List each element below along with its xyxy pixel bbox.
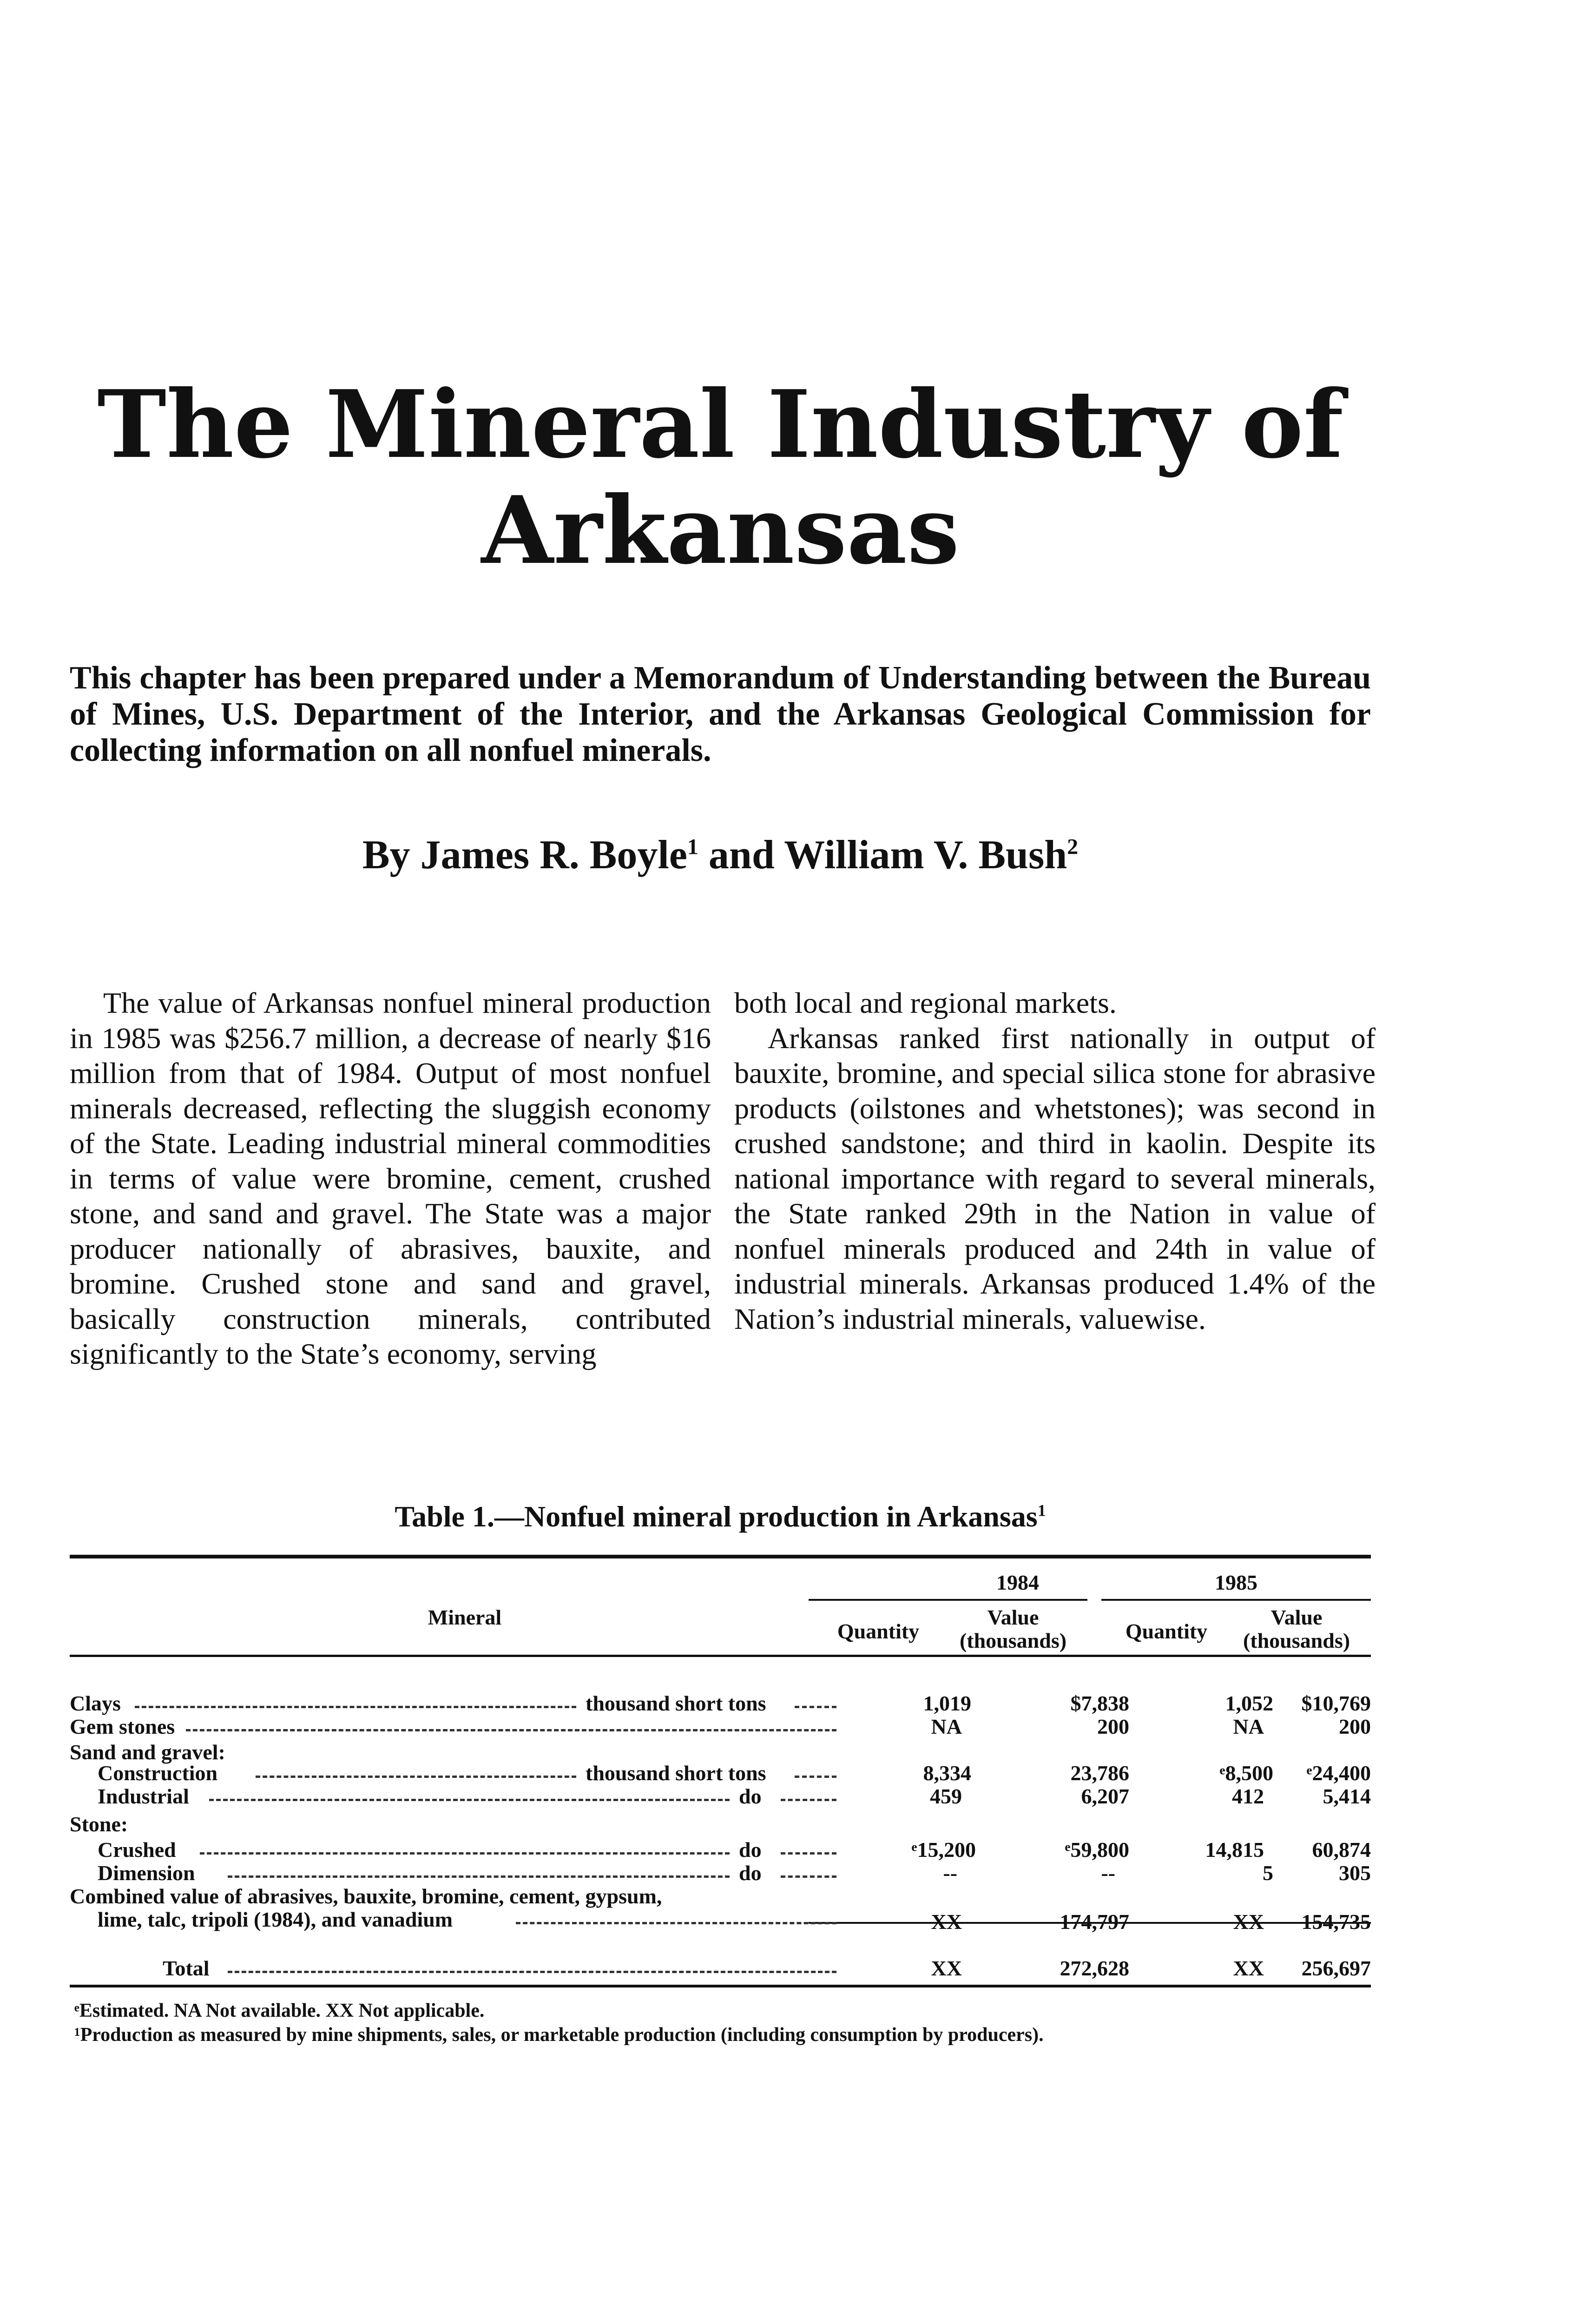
title-line-1: The Mineral Industry of [97,370,1343,479]
table-row-stone-group [70,1813,1371,1834]
row-label: Crushed [98,1838,176,1862]
table-title-text: Table 1.—Nonfuel mineral production in Arkansas [395,1500,1038,1533]
dot-leader [200,1852,730,1855]
intro-note: This chapter has been prepared under a Memorandum of Understanding between the Bureau of Mines, U.S. Department of the Interior, and the Arkansas Geological Commission for collecting information on all nonfuel minerals. [70,660,1371,768]
header-value-1984 [939,1606,1087,1652]
dot-leader [135,1706,576,1708]
row-label: Gem stones [70,1715,175,1738]
row-unit: thousand short tons [586,1691,766,1715]
row-label: Construction [98,1762,218,1785]
cell-qty-1984: XX [931,1910,962,1934]
dot-leader [516,1922,836,1924]
row-label-line1: Combined value of abrasives, bauxite, bromine, cement, gypsum, [70,1885,662,1908]
dot-leader [795,1776,836,1778]
body-column-left [70,985,711,1372]
row-unit: do [739,1784,762,1808]
row-unit: thousand short tons [586,1761,766,1785]
cell-value-1985: 200 [1339,1715,1371,1738]
header-mineral: Mineral [428,1605,502,1629]
cell-qty-1984: -- [943,1861,957,1885]
table-row-clays [70,1692,1371,1713]
table-footnote-legend: ᵉEstimated. NA Not available. XX Not applicable. [74,2000,485,2021]
footnote-ref-2: 2 [1067,834,1079,859]
cell-qty-1984: NA [931,1715,962,1738]
table-row-dimension [70,1862,1371,1883]
cell-value-1984: 23,786 [1070,1761,1129,1785]
author-1: By James R. Boyle [362,832,687,878]
row-unit: do [739,1838,762,1862]
cell-qty-1985: XX [1233,1956,1264,1980]
author-2: and William V. Bush [698,832,1067,878]
table-row-industrial [70,1785,1371,1806]
header-year-1985: 1985 [1215,1571,1257,1594]
header-value-1984-line1: Value [987,1605,1039,1629]
byline [70,832,1371,878]
cell-value-1984: $7,838 [1070,1691,1129,1715]
cell-value-1985: 154,735 [1301,1910,1371,1934]
row-label: Dimension [98,1862,195,1885]
row-label: Clays [70,1692,121,1715]
row-label: Sand and gravel: [70,1741,225,1764]
header-value-1985-line1: Value [1271,1605,1323,1629]
cell-qty-1985: 5 [1263,1861,1273,1885]
cell-qty-1985: XX [1233,1910,1264,1934]
table-row-sand-gravel-group [70,1741,1371,1762]
cell-qty-1985: NA [1233,1715,1264,1738]
header-value-1984-line2: (thousands) [959,1629,1067,1652]
cell-value-1984: 174,797 [1060,1910,1129,1934]
table-footnote-1: ¹Production as measured by mine shipments, sales, or marketable production (including consumption by producers). [74,2024,1044,2046]
paragraph: The value of Arkansas nonfuel mineral production in 1985 was $256.7 million, a decrease of nearly $16 million from that of 1984. Output of most nonfuel minerals decreased, reflecting the sluggish economy of the State. Leading industrial mineral commodities in terms of value were bromine, cement, crushed stone, and sand and gravel. The State was a major producer nationally of abrasives, bauxite, and bromine. Crushed stone and sand and gravel, basically construction minerals, contributed significantly to the State’s economy, serving [70,986,711,1370]
cell-qty-1985: 412 [1232,1784,1264,1808]
dot-leader [228,1875,730,1878]
table-row-combined-value [70,1885,1371,1934]
cell-value-1984: 272,628 [1060,1956,1129,1980]
cell-qty-1985: 14,815 [1205,1838,1264,1862]
table-row-crushed [70,1838,1371,1860]
cell-qty-1984: 459 [930,1784,962,1808]
title-line-2: Arkansas [481,476,960,585]
cell-value-1985: ᵉ24,400 [1306,1761,1371,1785]
production-table [70,1557,1371,1989]
row-unit: do [739,1861,762,1885]
dot-leader [186,1729,836,1731]
row-label-line2: lime, talc, tripoli (1984), and vanadium [98,1908,453,1931]
body-column-right [734,985,1376,1336]
cell-value-1985: 60,874 [1312,1838,1371,1862]
header-value-1985-line2: (thousands) [1243,1629,1350,1652]
dot-leader [781,1875,836,1878]
cell-qty-1984: XX [931,1956,962,1980]
footnote-ref-1: 1 [687,834,698,859]
dot-leader [795,1706,836,1708]
header-value-1985 [1222,1606,1371,1652]
dot-leader [781,1852,836,1855]
cell-value-1984: 200 [1097,1715,1129,1738]
row-label: Total [163,1957,210,1980]
table-title-footnote-ref: 1 [1037,1501,1046,1520]
dot-leader [256,1776,576,1778]
table-title [70,1499,1371,1534]
header-year-1984: 1984 [996,1571,1039,1594]
cell-value-1984: -- [1101,1861,1115,1885]
dot-leader [781,1799,836,1801]
page-title [70,372,1371,584]
paragraph: Arkansas ranked first nationally in output of bauxite, bromine, and special silica stone for abrasive products (oilstones and whetstones); was second in crushed sandstone; and third in kaolin. Despite its national importance with regard to several minerals, the State ranked 29th in the Nation in value of nonfuel minerals produced and 24th in value of industrial minerals. Arkansas produced 1.4% of the Nation’s industrial minerals, valuewise. [734,1021,1376,1335]
table-row-gem-stones [70,1715,1371,1736]
dot-leader [209,1799,730,1801]
cell-qty-1984: 8,334 [923,1761,971,1785]
cell-value-1985: 305 [1339,1861,1371,1885]
dot-leader [228,1971,836,1973]
header-quantity-1984: Quantity [837,1619,920,1643]
cell-qty-1985: ᵉ8,500 [1219,1761,1273,1785]
cell-qty-1984: 1,019 [923,1691,971,1715]
cell-value-1985: 256,697 [1301,1956,1371,1980]
row-label: Industrial [98,1785,189,1808]
cell-value-1985: $10,769 [1301,1691,1371,1715]
row-label: Stone: [70,1813,128,1836]
cell-value-1985: 5,414 [1323,1784,1371,1808]
table-row-total [70,1957,1371,1978]
cell-qty-1984: ᵉ15,200 [911,1838,976,1862]
paragraph-continued: both local and regional markets. [734,986,1117,1019]
cell-value-1984: ᵉ59,800 [1065,1838,1129,1862]
cell-value-1984: 6,207 [1081,1784,1129,1808]
cell-qty-1985: 1,052 [1225,1691,1273,1715]
header-quantity-1985: Quantity [1125,1619,1208,1643]
table-row-construction [70,1762,1371,1783]
